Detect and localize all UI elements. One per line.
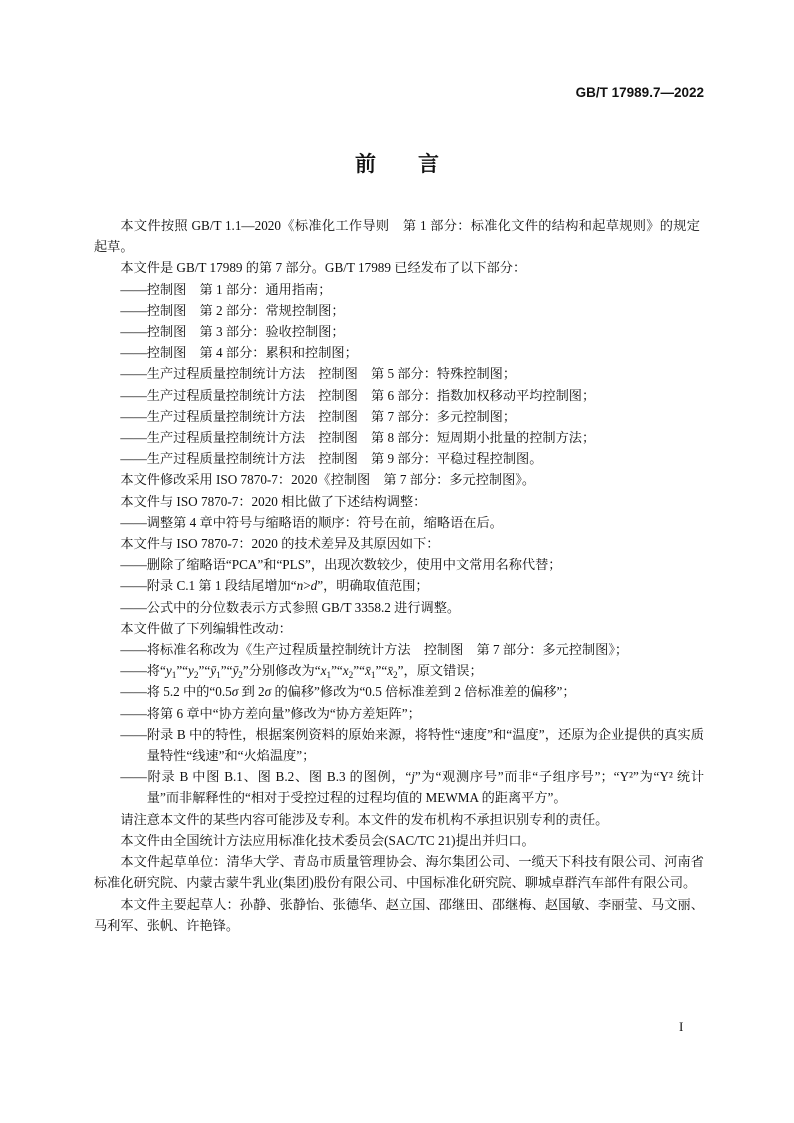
technical-difference-item: ——公式中的分位数表示方式参照 GB/T 3358.2 进行调整。 (120, 599, 461, 615)
text-run: 的偏移”修改为“0.5 倍标准差到 2 倍标准差的偏移”； (271, 684, 576, 700)
editorial-change-item (94, 681, 704, 702)
structural-changes-intro: 本文件与 ISO 7870-7：2020 相比做了下述结构调整： (120, 493, 427, 509)
text-run: ——附录 C.1 第 1 段结尾增加“ (120, 578, 297, 594)
text-run: ”，原文错误； (397, 663, 483, 679)
text-run: ”“ (331, 663, 343, 679)
drafting-units-paragraph: 本文件起草单位：清华大学、青岛市质量管理协会、海尔集团公司、一缆天下科技有限公司、河南省标准化研究院、内蒙古蒙牛乳业(集团)股份有限公司、中国标准化研究院、聊城卓群汽车部件有限公司。 (94, 854, 704, 891)
series-part-item: ——生产过程质量控制统计方法 控制图 第 9 部分：平稳过程控制图。 (120, 451, 543, 467)
drafters-paragraph: 本文件主要起草人：孙静、张静怡、张德华、赵立国、邵继田、邵继梅、赵国敏、李丽莹、马文丽、马利军、张帆、许艳锋。 (94, 896, 704, 933)
editorial-change-item: ——将第 6 章中“协方差向量”修改为“协方差矩阵”； (120, 705, 421, 721)
text-run: ”“ (220, 663, 233, 679)
editorial-change-item: ——附录 B 中的特性，根据案例资料的原始来源，将特性“速度”和“温度”，还原为企业提供的真实质量特性“线速”和“火焰温度”； (120, 726, 704, 764)
series-part-item: ——控制图 第 2 部分：常规控制图； (120, 302, 345, 318)
math-variable: x̄ (364, 663, 371, 679)
editorial-changes-intro: 本文件做了下列编辑性改动： (120, 620, 292, 636)
text-run: ——将“ (120, 663, 166, 679)
technical-differences-intro: 本文件与 ISO 7870-7：2020 的技术差异及其原因如下： (120, 536, 440, 552)
math-subscript: 1 (326, 670, 332, 681)
text-run: ”“ (353, 663, 365, 679)
text-run: 到 2 (238, 684, 265, 700)
math-variable: y (188, 663, 194, 679)
math-subscript: 1 (370, 670, 376, 681)
series-part-item: ——控制图 第 1 部分：通用指南； (120, 281, 332, 297)
math-subscript: 2 (348, 670, 354, 681)
text-run: ”“ (375, 663, 388, 679)
text-run: > (303, 578, 311, 594)
math-variable: σ (264, 684, 272, 700)
text-run: ”分别修改为“ (242, 663, 321, 679)
math-subscript: 1 (171, 670, 177, 681)
technical-difference-item (94, 575, 704, 596)
standard-number: GB/T 17989.7—2022 (575, 85, 704, 100)
series-part-item: ——生产过程质量控制统计方法 控制图 第 7 部分：多元控制图； (120, 408, 517, 424)
math-variable: ȳ (232, 663, 239, 679)
series-part-item: ——生产过程质量控制统计方法 控制图 第 5 部分：特殊控制图； (120, 366, 517, 382)
math-variable: σ (231, 684, 239, 700)
technical-difference-item: ——删除了缩略语“PCA”和“PLS”，出现次数较少，使用中文常用名称代替； (120, 557, 562, 573)
text-run: ——附录 B 中图 B.1、图 B.2、图 B.3 的图例，“ (120, 769, 412, 785)
proposer-paragraph: 本文件由全国统计方法应用标准化技术委员会(SAC/TC 21)提出并归口。 (120, 832, 535, 848)
math-subscript: 2 (193, 670, 199, 681)
math-subscript: 2 (238, 670, 243, 681)
page-number: I (679, 1019, 684, 1034)
math-variable: j (411, 769, 415, 785)
foreword-title (0, 150, 794, 178)
series-part-item: ——生产过程质量控制统计方法 控制图 第 6 部分：指数加权移动平均控制图； (120, 387, 596, 403)
series-part-item: ——控制图 第 4 部分：累积和控制图； (120, 345, 358, 361)
foreword-body (94, 215, 704, 936)
math-variable: ȳ (210, 663, 217, 679)
math-variable: n (296, 578, 304, 594)
patent-notice: 请注意本文件的某些内容可能涉及专利。本文件的发布机构不承担识别专利的责任。 (120, 811, 609, 827)
math-variable: x̄ (387, 663, 394, 679)
editorial-change-item (94, 766, 704, 808)
editorial-change-item (94, 660, 704, 681)
structural-change-item: ——调整第 4 章中符号与缩略语的顺序：符号在前，缩略语在后。 (120, 514, 503, 530)
text-run: ”，明确取值范围； (317, 578, 429, 594)
math-variable: y (165, 663, 172, 679)
math-subscript: 2 (393, 670, 398, 681)
series-intro-paragraph: 本文件是 GB/T 17989 的第 7 部分。GB/T 17989 已经发布了以下部分： (120, 260, 527, 276)
math-variable: x (320, 663, 327, 679)
adoption-paragraph: 本文件修改采用 ISO 7870-7：2020《控制图 第 7 部分：多元控制图》。 (120, 472, 536, 488)
text-run: ”“ (176, 663, 189, 679)
series-part-item: ——控制图 第 3 部分：验收控制图； (120, 324, 345, 340)
text-run: ——将 5.2 中的“0.5 (120, 684, 232, 700)
math-variable: d (310, 578, 318, 594)
editorial-change-item: ——将标准名称改为《生产过程质量控制统计方法 控制图 第 7 部分：多元控制图》； (120, 642, 629, 658)
math-subscript: 1 (216, 670, 221, 681)
math-variable: x (342, 663, 349, 679)
text-run: ”“ (198, 663, 211, 679)
foreword-title-text: 前言 (355, 152, 481, 176)
series-part-item: ——生产过程质量控制统计方法 控制图 第 8 部分：短周期小批量的控制方法； (120, 430, 596, 446)
drafting-basis-paragraph: 本文件按照 GB/T 1.1—2020《标准化工作导则 第 1 部分：标准化文件的结构和起草规则》的规定起草。 (94, 218, 700, 255)
text-run: ”为“观测序号”而非“子组序号”；“Y²”为“Y² 统计量”而非解释性的“相对于受控过程的过程均值的 MEWMA 的距离平方”。 (146, 769, 705, 806)
